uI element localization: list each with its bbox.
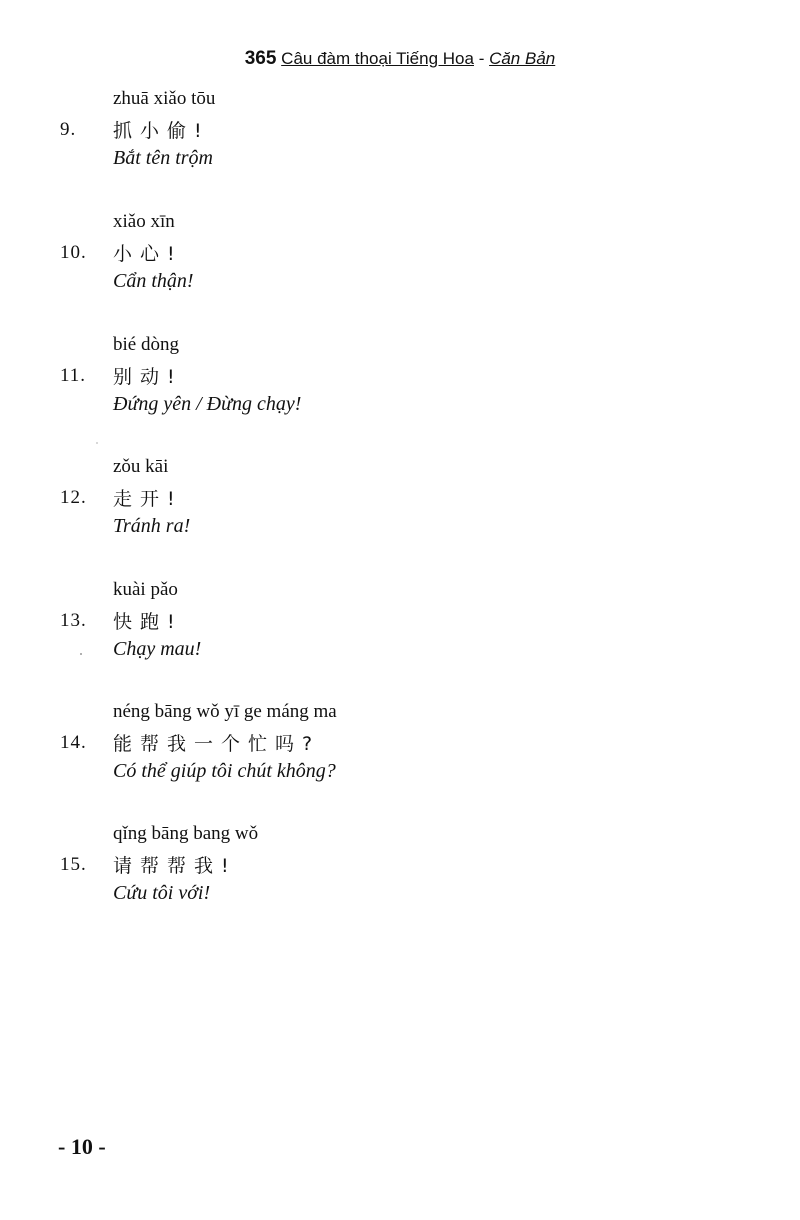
chinese-text: 小心!	[113, 243, 183, 265]
vietnamese-translation: Đứng yên / Đừng chạy!	[113, 393, 302, 415]
page-header	[0, 48, 800, 70]
chinese-text: 请帮帮我!	[113, 855, 237, 877]
chinese-text: 别动!	[113, 366, 183, 388]
header-title: Câu đàm thoại Tiếng Hoa	[281, 49, 474, 68]
chinese-text: 快跑!	[113, 611, 183, 633]
phrase-number: 13.	[60, 610, 87, 631]
pinyin-text: kuài pǎo	[113, 579, 178, 600]
vietnamese-translation: Chạy mau!	[113, 638, 202, 660]
pinyin-text: zhuā xiǎo tōu	[113, 88, 216, 109]
pinyin-text: néng bāng wǒ yī ge máng ma	[113, 701, 337, 722]
vietnamese-translation: Bắt tên trộm	[113, 147, 213, 169]
phrase-number: 12.	[60, 487, 87, 508]
vietnamese-translation: Tránh ra!	[113, 515, 191, 537]
scan-speck	[80, 653, 82, 655]
vietnamese-translation: Cẩn thận!	[113, 270, 194, 292]
scan-speck	[96, 442, 98, 444]
header-book-number: 365	[244, 48, 277, 69]
chinese-text: 抓小偷!	[113, 120, 210, 142]
phrase-number: 10.	[60, 242, 87, 263]
vietnamese-translation: Có thể giúp tôi chút không?	[113, 760, 336, 782]
chinese-text: 能帮我一个忙吗?	[113, 733, 321, 755]
header-separator: -	[473, 49, 490, 68]
page-number: - 10 -	[58, 1134, 106, 1159]
pinyin-text: zǒu kāi	[113, 456, 169, 477]
pinyin-text: xiǎo xīn	[113, 211, 175, 232]
pinyin-text: qǐng bāng bang wǒ	[113, 823, 259, 844]
vietnamese-translation: Cứu tôi với!	[113, 882, 211, 904]
pinyin-text: bié dòng	[113, 334, 179, 355]
phrase-number: 14.	[60, 732, 87, 753]
chinese-text: 走开!	[113, 488, 183, 510]
phrase-number: 11.	[60, 365, 87, 386]
phrase-number: 9.	[60, 119, 77, 140]
header-subtitle: Căn Bản	[489, 49, 556, 68]
phrase-number: 15.	[60, 854, 87, 875]
